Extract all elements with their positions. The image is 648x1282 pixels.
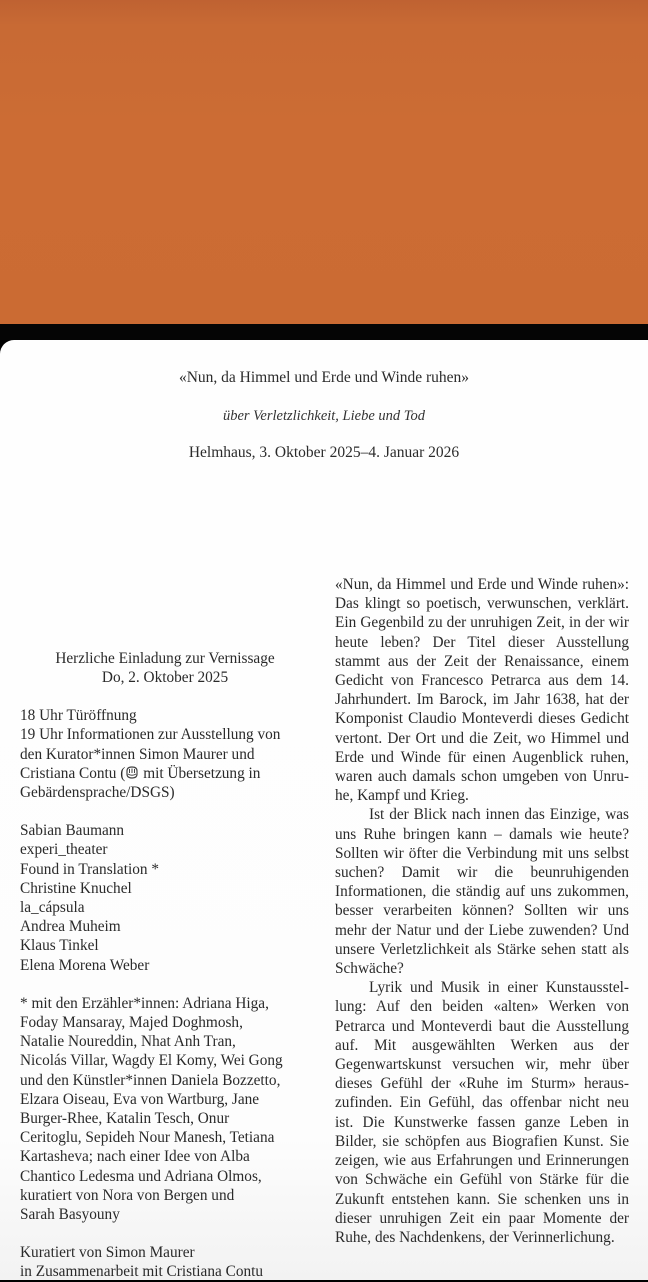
footnote-line: Elzara Oiseau, Eva von Wartburg, Jane [20, 1090, 260, 1108]
footnote-line: kuratiert von Nora von Bergen und [20, 1186, 235, 1204]
invitation-page [0, 340, 648, 1280]
footnote-line: Ceritoglu, Sepideh Nour Manesh, Tetiana [20, 1129, 275, 1147]
schedule [20, 706, 320, 802]
artist-name: Christine Knuchel [20, 879, 132, 897]
sign-language-icon [125, 765, 139, 778]
artist-name: Found in Translation * [20, 860, 159, 878]
left-column [20, 650, 320, 1282]
essay-column [335, 575, 629, 1247]
schedule-line: den Kurator*innen Simon Maurer und [20, 745, 255, 763]
cover-image-orange [0, 0, 648, 324]
schedule-line: Gebärdensprache/DSGS) [20, 784, 175, 801]
exhibition-subtitle: über Verletzlichkeit, Liebe und Tod [222, 408, 426, 424]
divider-band [0, 324, 648, 340]
footnote-line: * mit den Erzähler*innen: Adriana Higa, [20, 994, 269, 1012]
exhibition-title: «Nun, da Himmel und Erde und Winde ruhen» [178, 369, 470, 386]
footnote-line: Nicolás Villar, Wagdy El Komy, Wei Gong [20, 1052, 283, 1070]
vernissage-date: Do, 2. Oktober 2025 [101, 668, 229, 686]
curator-line: in Zusammenarbeit mit Cristiana Contu [20, 1263, 264, 1281]
footnote-line: und den Künstler*innen Daniela Bozzetto, [20, 1071, 281, 1089]
footnote-line: Foday Mansaray, Majed Doghmosh, [20, 1014, 243, 1032]
footnote [20, 994, 320, 1224]
exhibition-dates: Helmhaus, 3. Oktober 2025–4. Januar 2026 [188, 444, 460, 461]
curator-credit [20, 1243, 320, 1281]
artist-name: Elena Morena Weber [20, 956, 150, 974]
artist-list [20, 821, 320, 975]
footnote-line: Sarah Basyouny [20, 1206, 120, 1224]
schedule-line-with-icon [20, 764, 320, 783]
vernissage-heading [20, 650, 310, 687]
schedule-line: 18 Uhr Türöffnung [20, 707, 137, 725]
artist-name: la_cápsula [20, 899, 85, 917]
exhibition-header [0, 368, 648, 463]
footnote-line: Kartasheva; nach einer Idee von Alba [20, 1148, 250, 1166]
curator-line: Kuratiert von Simon Maurer [20, 1244, 195, 1262]
footnote-line: Burger-Rhee, Katalin Tesch, Onur [20, 1110, 230, 1128]
artist-name: Klaus Tinkel [20, 937, 99, 955]
vernissage-title: Herzliche Einladung zur Vernissage [55, 650, 275, 667]
essay-paragraph: «Nun, da Himmel und Erde und Winde ruhen»: Das klingt so poetisch, verwunschen, verklärt. Ein Gegenbild zu der unruhigen Zeit, in der wir heute leben? Der Titel dieser Ausstellung stammt aus der Zeit der Renaissance, einem Gedicht von Francesco Petrarca aus dem 14. Jahrhundert. Im Barock, im Jahr 1638, hat der Komponist Claudio Monteverdi dieses Gedicht vertont. Der Ort und die Zeit, wo Himmel und Erde und Winde für einen Augenblick ruhen, waren auch damals schon umgeben von Unruhe, Kampf und Krieg. [335, 576, 629, 805]
artist-name: Sabian Baumann [20, 822, 125, 840]
artist-name: experi_theater [20, 841, 108, 859]
footnote-line: Natalie Noureddin, Nhat Anh Tran, [20, 1033, 236, 1051]
schedule-line-end: mit Übersetzung in [139, 764, 261, 782]
essay-paragraph: Lyrik und Musik in einer Kunstausstellung: Auf den beiden «alten» Werken von Petrarca und Monteverdi baut die Ausstellung auf. Mit ausgewählten Werken aus der Gegenwartskunst versuchen wir, mehr über dieses Gefühl der «Ruhe im Sturm» herauszufinden. Ein Gefühl, das offenbar nicht neu ist. Die Kunstwerke fassen ganze Leben in Bilder, sie schöpfen aus Biografien Kunst. Sie zeigen, wie aus Erfahrungen und Erinnerungen von Schwäche ein Gefühl von Stärke für die Zukunft entstehen kann. Sie schenken uns in dieser unruhigen Zeit ein paar Momente der Ruhe, des Nachdenkens, der Verinnerlichung. [335, 979, 629, 1246]
footnote-line: Chantico Ledesma und Adriana Olmos, [20, 1167, 262, 1185]
schedule-line: 19 Uhr Informationen zur Ausstellung von [20, 726, 281, 744]
artist-name: Andrea Muheim [20, 918, 121, 936]
essay-paragraph: Ist der Blick nach innen das Einzige, was uns Ruhe bringen kann – damals wie heute? Sollten wir öfter die Verbindung mit uns selbst suchen? Damit wir die beunruhigenden Informationen, die ständig auf uns zukommen, besser verarbeiten können? Sollten wir uns mehr der Natur und der Liebe zuwenden? Und unsere Verletzlichkeit als Stärke sehen statt als Schwäche? [335, 806, 629, 978]
schedule-line-start: Cristiana Contu ( [20, 764, 126, 782]
